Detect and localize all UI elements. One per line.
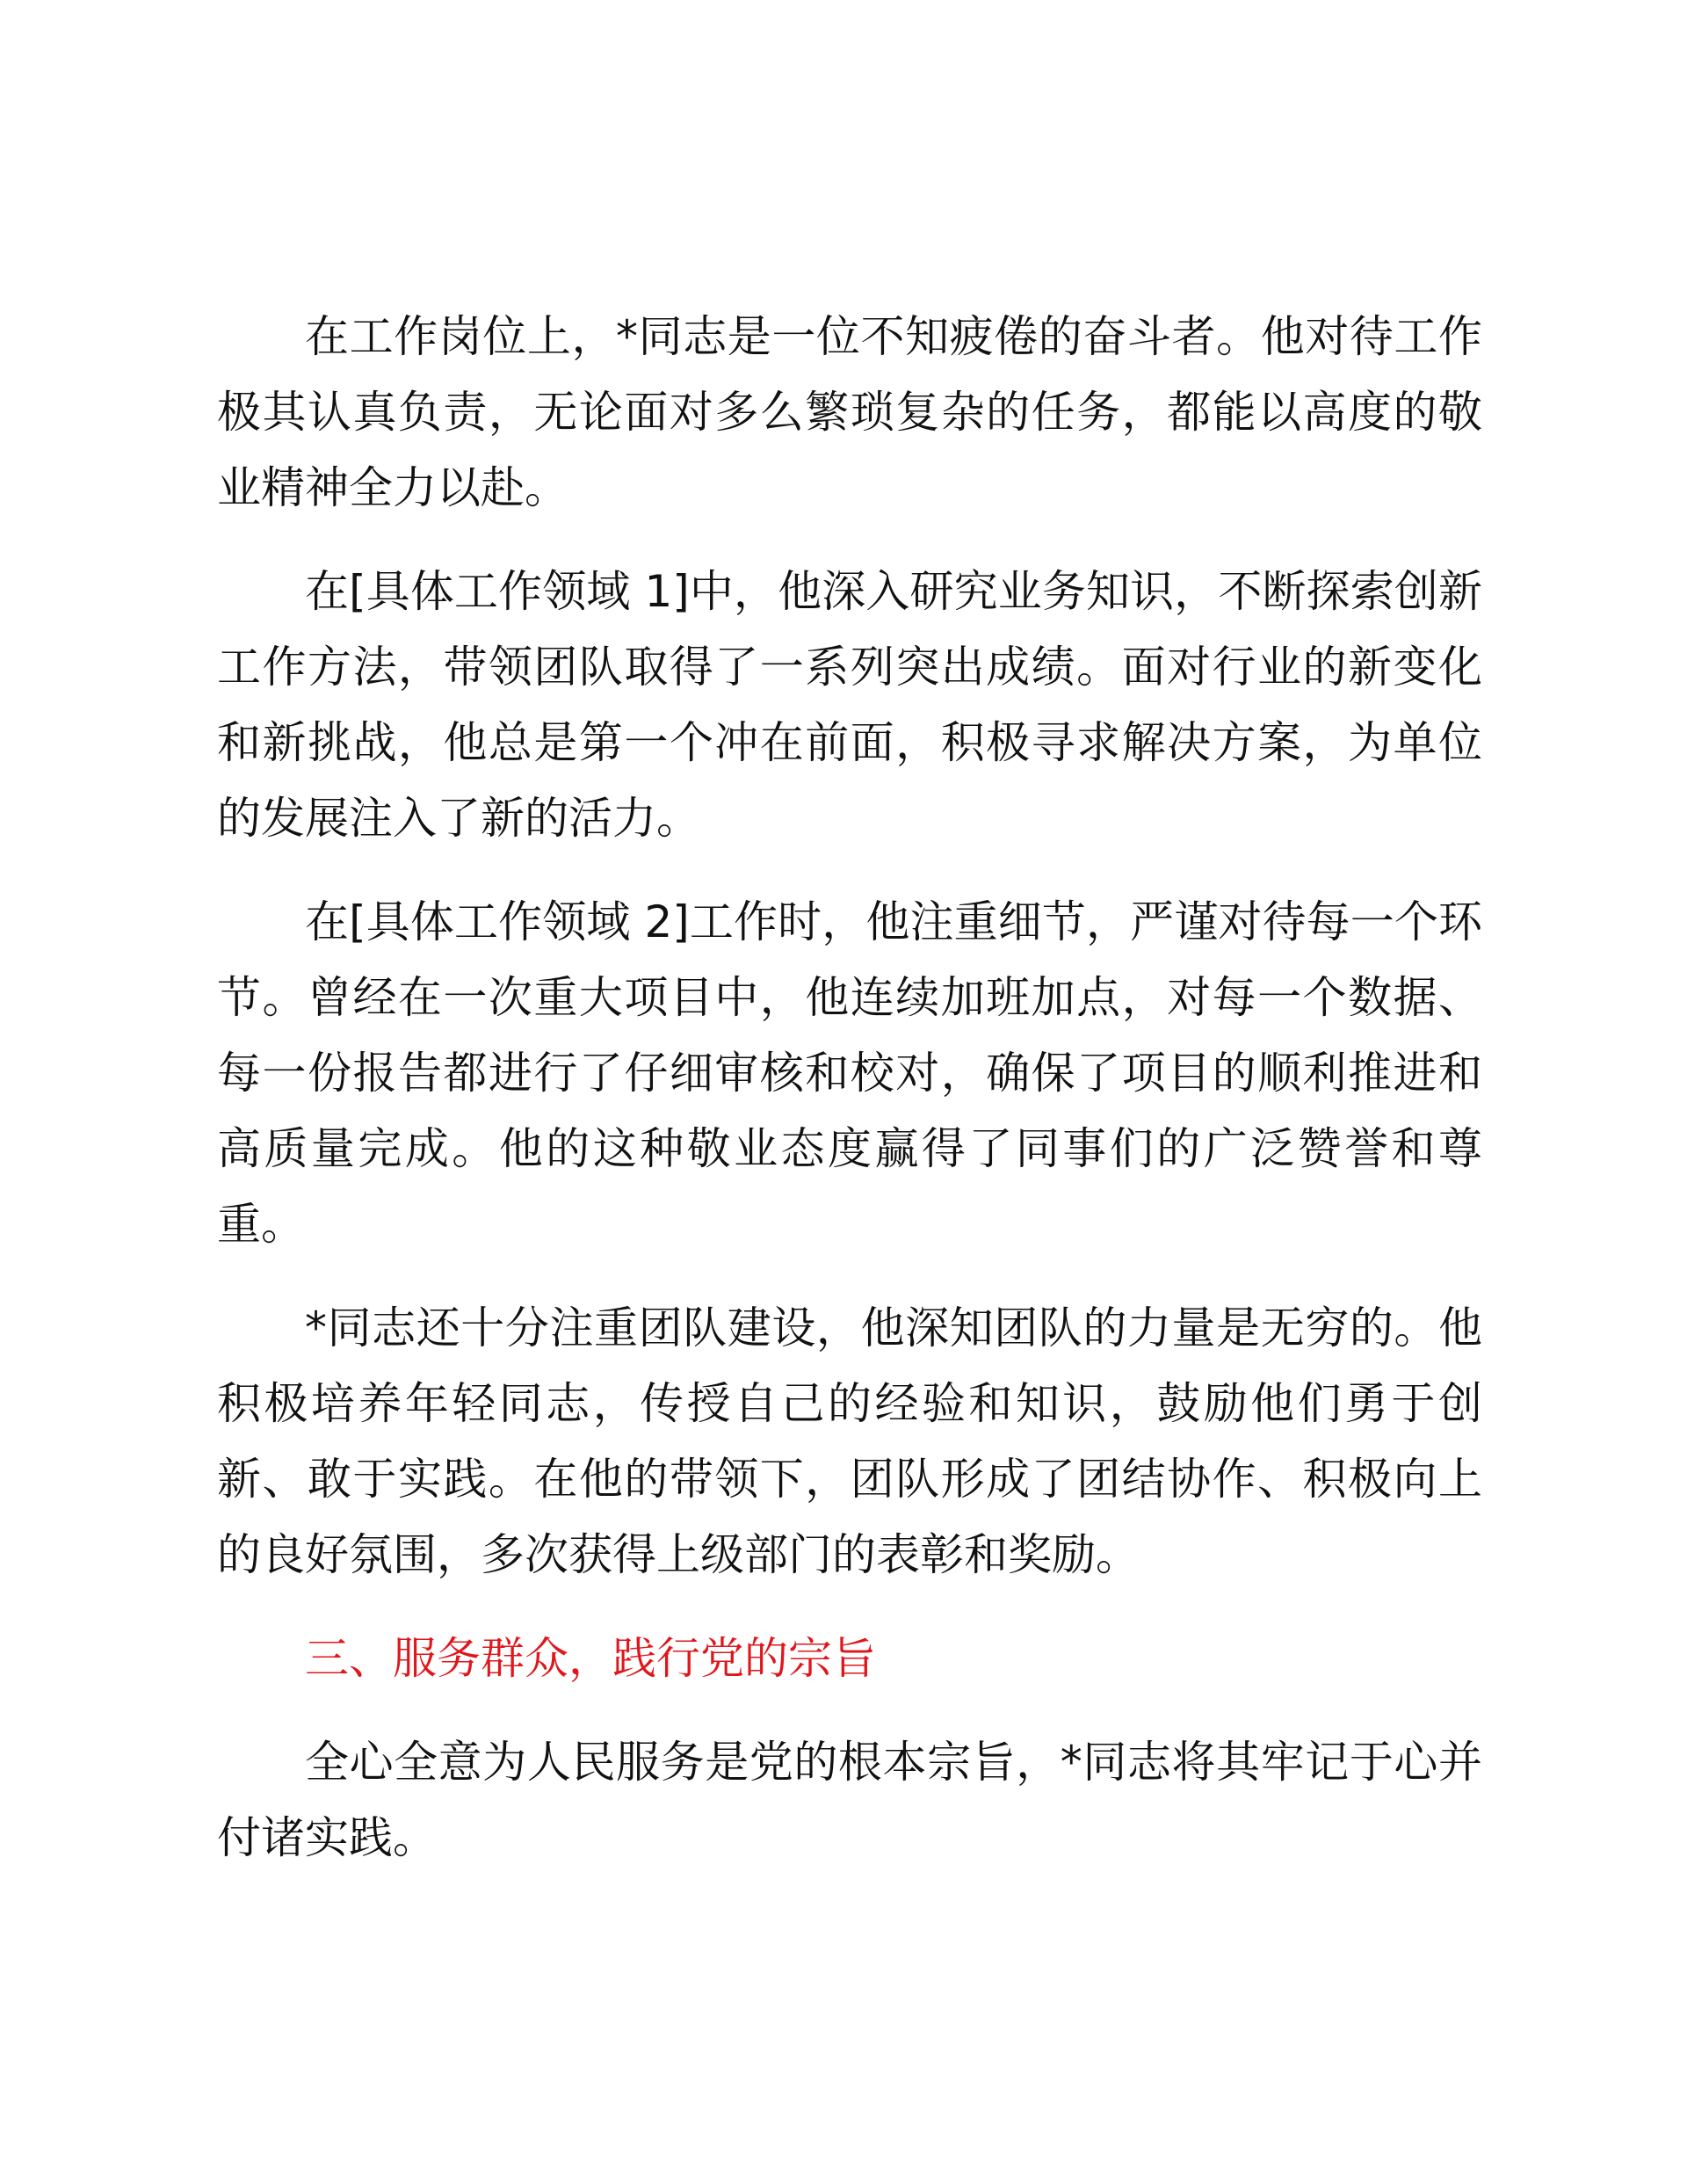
section-heading: 三、服务群众，践行党的宗旨 <box>305 1633 876 1684</box>
body-paragraph-2: 在[具体工作领域 1]中，他深入研究业务知识，不断探索创新工作方法，带领团队取得了一系列突出成绩。面对行业的新变化和新挑战，他总是第一个冲在前面，积极寻求解决方案，为单位的发展注入了新的活力。 <box>217 566 1482 844</box>
document-page <box>217 299 1482 1904</box>
section-paragraph: 全心全意为人民服务是党的根本宗旨，*同志将其牢记于心并付诸实践。 <box>217 1737 1482 1863</box>
body-paragraph-4: *同志还十分注重团队建设，他深知团队的力量是无穷的。他积极培养年轻同志，传授自己的经验和知识，鼓励他们勇于创新、敢于实践。在他的带领下，团队形成了团结协作、积极向上的良好氛围，多次获得上级部门的表彰和奖励。 <box>217 1302 1482 1580</box>
body-paragraph-1: 在工作岗位上，*同志是一位不知疲倦的奋斗者。他对待工作极其认真负责，无论面对多么繁琐复杂的任务，都能以高度的敬业精神全力以赴。 <box>217 311 1482 513</box>
body-paragraph-3: 在[具体工作领域 2]工作时，他注重细节，严谨对待每一个环节。曾经在一次重大项目中，他连续加班加点，对每一个数据、每一份报告都进行了仔细审核和校对，确保了项目的顺利推进和高质量完成。他的这种敬业态度赢得了同事们的广泛赞誉和尊重。 <box>217 896 1482 1250</box>
